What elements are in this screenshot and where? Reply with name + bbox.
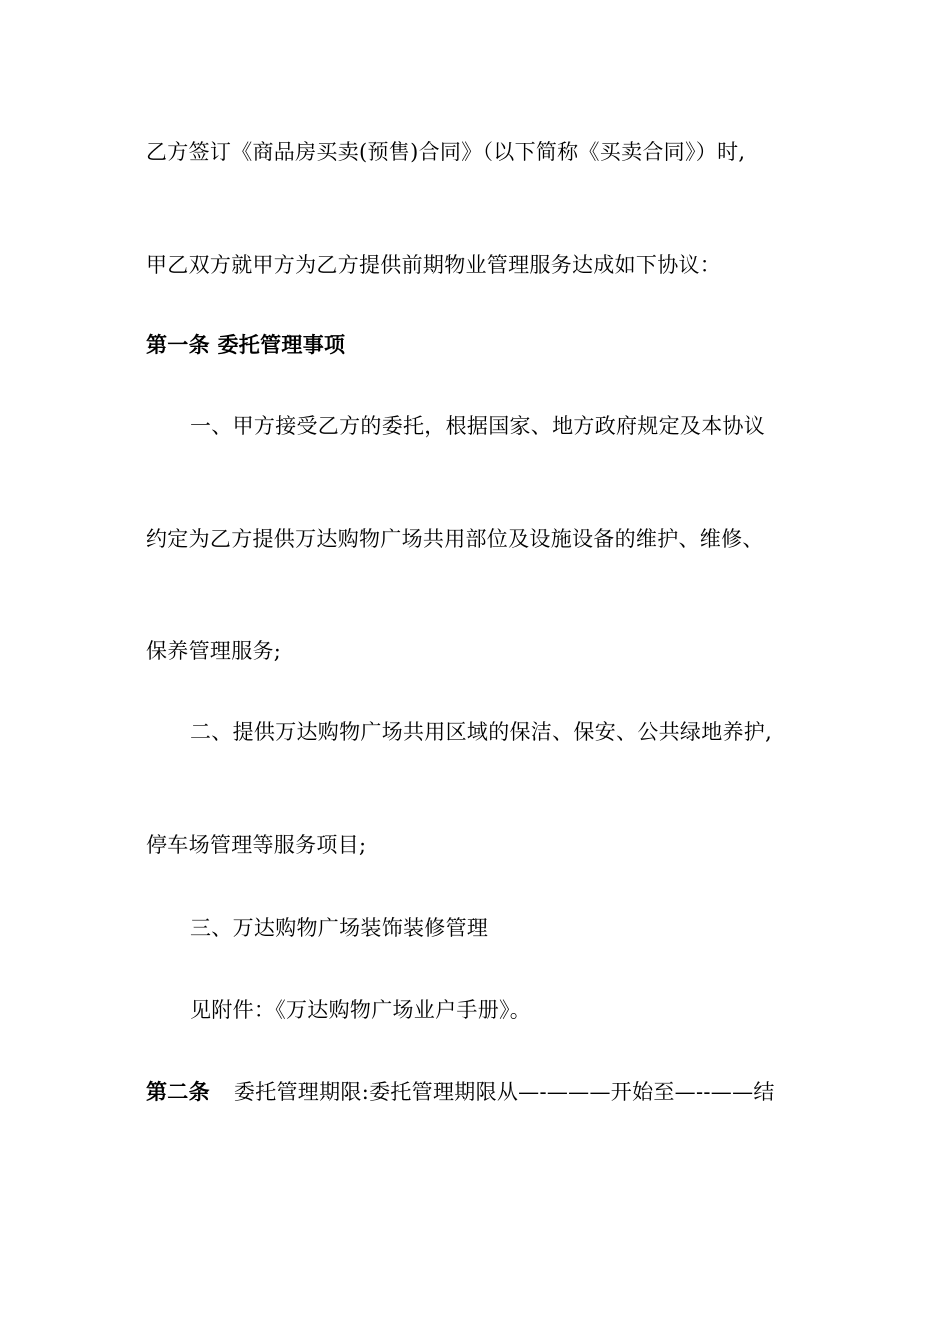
body-line: 甲乙双方就甲方为乙方提供前期物业管理服务达成如下协议：	[146, 253, 722, 277]
article-line	[146, 1078, 775, 1106]
clause-line: 一、甲方接受乙方的委托，根据国家、地方政府规定及本协议	[190, 414, 766, 438]
clause-line: 三、万达购物广场装饰装修管理	[190, 916, 489, 940]
article-text: 委托管理期限:委托管理期限从—-———开始至—--——结	[233, 1080, 775, 1104]
body-line: 停车场管理等服务项目;	[146, 833, 367, 857]
body-line: 乙方签订《商品房买卖(预售)合同》（以下简称《买卖合同》）时,	[146, 140, 746, 164]
clause-line: 见附件：《万达购物广场业户手册》。	[190, 998, 532, 1022]
body-line: 保养管理服务;	[146, 639, 282, 663]
article-label: 第二条	[146, 1079, 210, 1104]
body-line: 约定为乙方提供万达购物广场共用部位及设施设备的维护、维修、	[146, 527, 764, 551]
clause-line: 二、提供万达购物广场共用区域的保洁、保安、公共绿地养护,	[190, 720, 773, 744]
article-heading: 第一条 委托管理事项	[146, 332, 346, 357]
